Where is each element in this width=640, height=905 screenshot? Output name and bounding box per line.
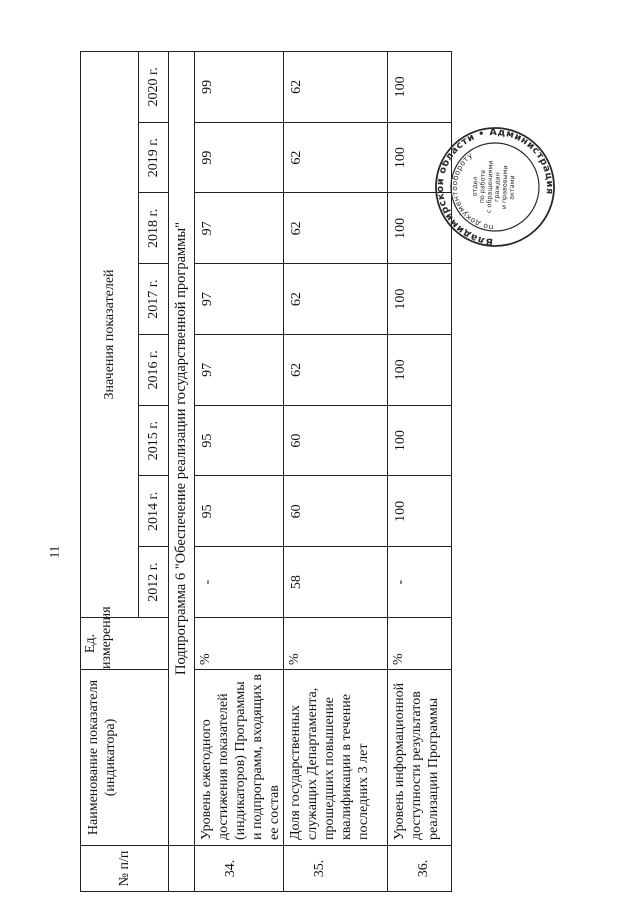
row-value: 100 [388, 264, 452, 335]
subprogram-title: Подпрограмма 6 "Обеспечение реализации государственной программы" [169, 51, 195, 845]
row-unit: % [388, 618, 452, 670]
row-value: 62 [284, 193, 388, 264]
row-value: 62 [284, 51, 388, 122]
row-value: 97 [195, 335, 284, 406]
indicators-table [80, 51, 452, 892]
header-year: 2019 г. [139, 122, 169, 193]
row-indicator-name: Доля государственных служащих Департамента, прошедших повышение квалификации в течение последних 3 лет [284, 670, 388, 846]
row-value: - [195, 547, 284, 618]
stamp-center-line: актами [507, 175, 517, 200]
header-num: № п/п [81, 846, 169, 892]
row-value: 97 [195, 193, 284, 264]
row-value: - [388, 547, 452, 618]
header-year: 2017 г. [139, 264, 169, 335]
header-year: 2020 г. [139, 51, 169, 122]
stamp-center-line: с обращениями [484, 160, 495, 214]
header-unit: Ед. измерения [81, 618, 169, 670]
stamp-center-text [470, 160, 517, 214]
row-number: 34. [195, 846, 284, 892]
row-value: 99 [195, 51, 284, 122]
stamp-inner-text: по документообороту [449, 150, 494, 233]
row-value: 95 [195, 476, 284, 547]
row-indicator-name: Уровень информационной доступности результатов реализации Программы [388, 670, 452, 846]
header-year: 2014 г. [139, 476, 169, 547]
page-number: 11 [46, 545, 62, 559]
row-value: 100 [388, 51, 452, 122]
stamp-center-line: по работе [477, 169, 487, 204]
stamp-seal-icon [432, 124, 558, 250]
row-value: 62 [284, 264, 388, 335]
row-value: 100 [388, 122, 452, 193]
row-value: 95 [195, 405, 284, 476]
row-value: 58 [284, 547, 388, 618]
header-year: 2016 г. [139, 335, 169, 406]
row-value: 100 [388, 476, 452, 547]
row-number: 35. [284, 846, 388, 892]
stamp-center-line: граждан [492, 172, 502, 203]
row-unit: % [195, 618, 284, 670]
stamp-center-line: отдел [470, 176, 480, 197]
row-value: 100 [388, 405, 452, 476]
header-values-group: Значения показателей [81, 51, 139, 617]
header-year: 2018 г. [139, 193, 169, 264]
stamp-center-line: и правовыми [499, 165, 510, 210]
header-year: 2015 г. [139, 405, 169, 476]
stamp-outer-text: Владимирской области • Администрация [434, 126, 556, 248]
row-value: 60 [284, 476, 388, 547]
row-value: 62 [284, 335, 388, 406]
header-name: Наименование показателя (индикатора) [81, 670, 169, 846]
row-value: 62 [284, 122, 388, 193]
row-value: 100 [388, 193, 452, 264]
row-value: 99 [195, 122, 284, 193]
header-year: 2012 г. [139, 547, 169, 618]
row-indicator-name: Уровень ежегодного достижения показателей (индикаторов) Программы и подпрограмм, входящих в ее состав [195, 670, 284, 846]
row-value: 97 [195, 264, 284, 335]
row-value: 60 [284, 405, 388, 476]
table-row [195, 51, 284, 891]
row-value: 100 [388, 335, 452, 406]
official-stamp [432, 124, 558, 250]
row-unit: % [284, 618, 388, 670]
row-number: 36. [388, 846, 452, 892]
table-row [284, 51, 388, 891]
